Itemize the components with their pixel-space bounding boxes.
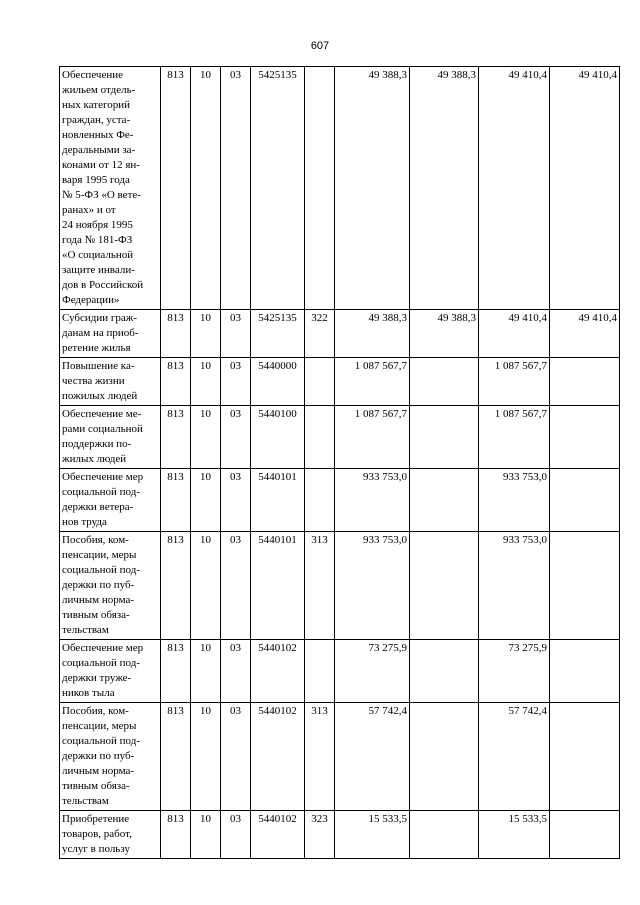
table-row [60,469,620,532]
cell-subsection-code: 03 [221,532,251,640]
cell-amount-3: 15 533,5 [479,811,550,859]
table-row [60,703,620,811]
cell-ministry-code: 813 [161,640,191,703]
cell-amount-2: 49 388,3 [410,67,479,310]
cell-amount-1: 933 753,0 [335,469,410,532]
cell-ministry-code: 813 [161,67,191,310]
cell-expense-type-code: 313 [305,532,335,640]
cell-subsection-code: 03 [221,640,251,703]
cell-expense-type-code [305,358,335,406]
cell-section-code: 10 [191,640,221,703]
cell-amount-3: 1 087 567,7 [479,406,550,469]
cell-amount-1: 73 275,9 [335,640,410,703]
cell-amount-4: 49 410,4 [550,67,620,310]
cell-name: Обеспечение мер социальной под- держки труже- ников тыла [60,640,161,703]
cell-expense-type-code [305,67,335,310]
cell-amount-1: 15 533,5 [335,811,410,859]
cell-name: Пособия, ком- пенсации, меры социальной под- держки по пуб- личным норма- тивным обяза- тельствам [60,532,161,640]
cell-name: Обеспечение мер социальной под- держки ветера- нов труда [60,469,161,532]
cell-ministry-code: 813 [161,811,191,859]
cell-article-code: 5440102 [251,640,305,703]
cell-section-code: 10 [191,358,221,406]
cell-expense-type-code [305,640,335,703]
cell-section-code: 10 [191,406,221,469]
cell-name: Повышение ка- чества жизни пожилых людей [60,358,161,406]
cell-amount-3: 73 275,9 [479,640,550,703]
cell-expense-type-code [305,406,335,469]
cell-article-code: 5440101 [251,469,305,532]
cell-amount-1: 49 388,3 [335,310,410,358]
cell-name: Приобретение товаров, работ, услуг в пользу [60,811,161,859]
cell-section-code: 10 [191,67,221,310]
cell-amount-2 [410,703,479,811]
cell-subsection-code: 03 [221,67,251,310]
table-row [60,406,620,469]
page-number: 607 [310,40,330,52]
cell-article-code: 5440102 [251,811,305,859]
cell-amount-3: 57 742,4 [479,703,550,811]
table-row [60,532,620,640]
cell-amount-1: 933 753,0 [335,532,410,640]
cell-section-code: 10 [191,310,221,358]
cell-section-code: 10 [191,532,221,640]
cell-amount-4 [550,469,620,532]
cell-ministry-code: 813 [161,532,191,640]
cell-amount-2 [410,811,479,859]
table-row [60,310,620,358]
cell-article-code: 5440101 [251,532,305,640]
cell-name: Обеспечение ме- рами социальной поддержки по- жилых людей [60,406,161,469]
cell-expense-type-code: 323 [305,811,335,859]
cell-amount-4 [550,358,620,406]
cell-section-code: 10 [191,811,221,859]
cell-amount-1: 57 742,4 [335,703,410,811]
cell-subsection-code: 03 [221,703,251,811]
table-row [60,358,620,406]
cell-section-code: 10 [191,469,221,532]
cell-amount-1: 1 087 567,7 [335,358,410,406]
cell-amount-4 [550,406,620,469]
cell-amount-3: 933 753,0 [479,469,550,532]
cell-article-code: 5440102 [251,703,305,811]
cell-amount-4: 49 410,4 [550,310,620,358]
cell-amount-4 [550,532,620,640]
cell-ministry-code: 813 [161,310,191,358]
cell-name: Субсидии граж- данам на приоб- ретение жилья [60,310,161,358]
cell-section-code: 10 [191,703,221,811]
cell-article-code: 5425135 [251,67,305,310]
cell-subsection-code: 03 [221,310,251,358]
cell-amount-3: 1 087 567,7 [479,358,550,406]
cell-article-code: 5440000 [251,358,305,406]
cell-ministry-code: 813 [161,703,191,811]
cell-ministry-code: 813 [161,469,191,532]
cell-amount-2 [410,640,479,703]
cell-amount-4 [550,811,620,859]
table-row [60,640,620,703]
table-row [60,811,620,859]
cell-amount-1: 49 388,3 [335,67,410,310]
cell-amount-4 [550,640,620,703]
cell-amount-2 [410,406,479,469]
cell-subsection-code: 03 [221,811,251,859]
cell-name: Обеспечение жильем отдель- ных категорий граждан, уста- новленных Фе- деральными за- конами от 12 ян- варя 1995 года № 5-ФЗ «О вете- ранах» и от 24 ноября 1995 года № 181-ФЗ «О социальной защите инвали- дов в Российской Федерации» [60,67,161,310]
budget-table [59,66,620,859]
cell-article-code: 5440100 [251,406,305,469]
cell-expense-type-code [305,469,335,532]
cell-article-code: 5425135 [251,310,305,358]
cell-subsection-code: 03 [221,358,251,406]
table-body [60,67,620,859]
cell-amount-2 [410,532,479,640]
cell-name: Пособия, ком- пенсации, меры социальной под- держки по пуб- личным норма- тивным обяза- тельствам [60,703,161,811]
cell-amount-2 [410,358,479,406]
cell-ministry-code: 813 [161,406,191,469]
cell-amount-2: 49 388,3 [410,310,479,358]
cell-amount-4 [550,703,620,811]
cell-expense-type-code: 313 [305,703,335,811]
cell-amount-3: 933 753,0 [479,532,550,640]
cell-amount-1: 1 087 567,7 [335,406,410,469]
cell-amount-2 [410,469,479,532]
cell-expense-type-code: 322 [305,310,335,358]
cell-amount-3: 49 410,4 [479,67,550,310]
cell-amount-3: 49 410,4 [479,310,550,358]
cell-ministry-code: 813 [161,358,191,406]
cell-subsection-code: 03 [221,406,251,469]
table-row [60,67,620,310]
cell-subsection-code: 03 [221,469,251,532]
